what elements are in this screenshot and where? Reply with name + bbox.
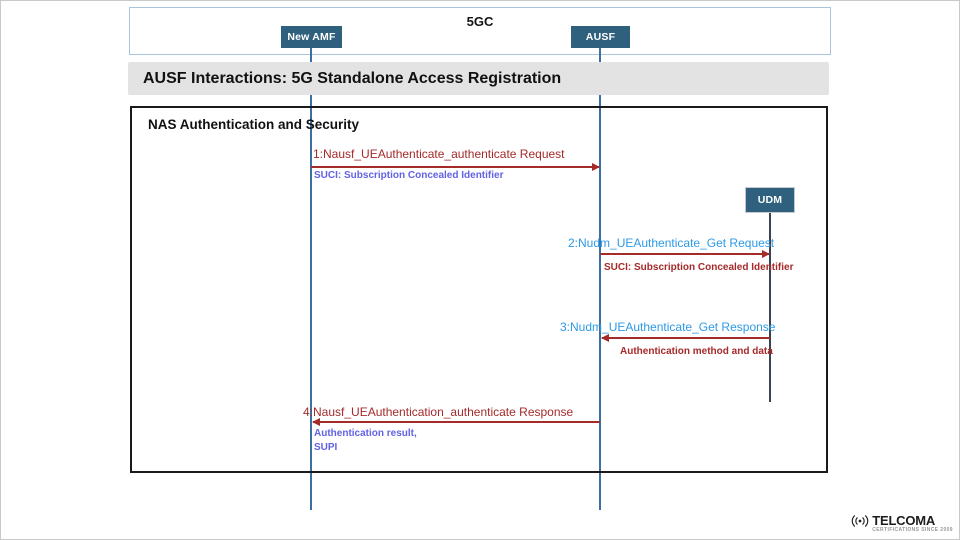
message-4-arrow — [313, 421, 600, 423]
logo-brand: TELCOMA — [872, 513, 936, 528]
message-4-note-line2: SUPI — [314, 442, 338, 453]
entity-udm — [745, 187, 795, 213]
entity-ausf — [571, 26, 630, 48]
message-3-note: Authentication method and data — [620, 346, 773, 357]
slide-title-bar — [128, 62, 829, 95]
message-1-arrow — [311, 166, 599, 168]
message-2-note: SUCI: Subscription Concealed Identifier — [604, 262, 794, 273]
message-1-label: 1:Nausf_UEAuthenticate_authenticate Request — [313, 147, 565, 161]
slide-title: AUSF Interactions: 5G Standalone Access Registration — [143, 69, 562, 87]
message-4-note-line1: Authentication result, — [314, 428, 417, 439]
message-2-arrow — [600, 253, 769, 255]
telcoma-logo — [850, 513, 953, 534]
entity-ausf-label: AUSF — [585, 31, 616, 43]
message-4-label: 4:Nausf_UEAuthentication_authenticate Response — [303, 405, 574, 419]
message-3-arrow — [602, 337, 770, 339]
logo-text — [872, 514, 953, 533]
system-box-5gc — [129, 7, 831, 55]
message-2-label: 2:Nudm_UEAuthenticate_Get Request — [568, 236, 775, 250]
logo-tagline: CERTIFICATIONS SINCE 2009 — [872, 527, 953, 533]
entity-new-amf — [281, 26, 342, 48]
broadcast-icon — [850, 513, 870, 534]
message-3-label: 3:Nudm_UEAuthenticate_Get Response — [560, 320, 776, 334]
message-1-note: SUCI: Subscription Concealed Identifier — [314, 170, 504, 181]
entity-udm-label: UDM — [757, 194, 783, 206]
system-label: 5GC — [466, 14, 494, 29]
panel-title: NAS Authentication and Security — [148, 117, 360, 132]
entity-new-amf-label: New AMF — [287, 31, 336, 43]
